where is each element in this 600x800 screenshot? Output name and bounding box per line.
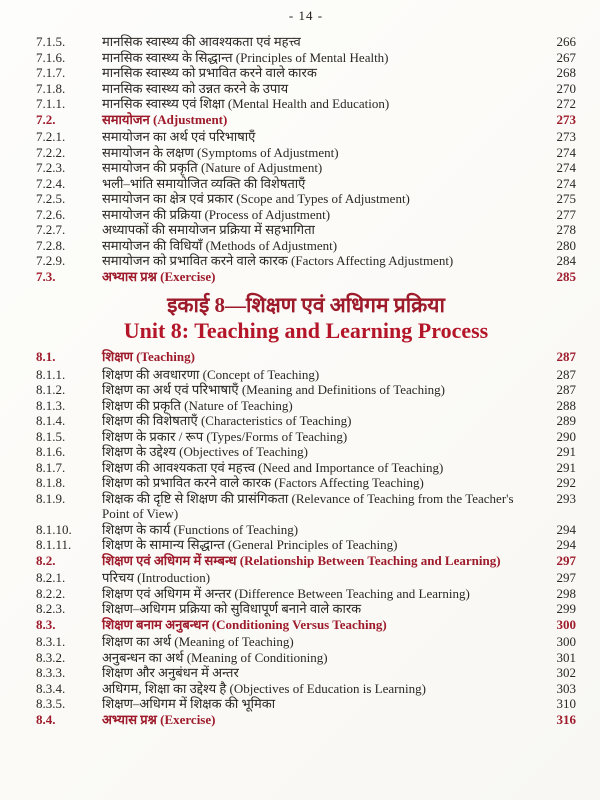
toc-entry-title: समायोजन की विधियाँ (Methods of Adjustment) — [102, 237, 338, 253]
toc-entry-page: 297 — [556, 552, 576, 568]
toc-entry — [36, 553, 576, 569]
toc-entry-number: 7.1.8. — [36, 80, 66, 96]
toc-entry — [36, 253, 576, 269]
toc-entry-page: 294 — [556, 521, 576, 537]
toc-entry-number: 7.2. — [36, 111, 56, 127]
toc-entry — [36, 696, 576, 712]
toc-entry-number: 8.2.3. — [36, 601, 66, 616]
toc-entry-page: 287 — [556, 382, 576, 397]
toc-entry — [36, 617, 576, 633]
toc-entry-page: 293 — [556, 490, 576, 506]
toc-entry-title: शिक्षण की अवधारणा (Concept of Teaching) — [102, 366, 320, 382]
toc-entry-page: 284 — [556, 253, 576, 268]
toc-entry-page: 280 — [556, 237, 576, 253]
toc-entry-title: शिक्षण की प्रकृति (Nature of Teaching) — [102, 397, 293, 413]
toc-entry — [36, 475, 576, 491]
toc-entry — [36, 398, 576, 414]
toc-entry-page: 273 — [556, 129, 576, 144]
toc-entry — [36, 65, 576, 81]
toc-entry-title: भली–भांति समायोजित व्यक्ति की विशेषताएँ — [102, 175, 306, 191]
toc-entry-page: 274 — [556, 160, 576, 175]
toc-entry-title: समायोजन की प्रक्रिया (Process of Adjustment) — [102, 206, 331, 222]
toc-entry-title: शिक्षण का अर्थ (Meaning of Teaching) — [102, 634, 294, 649]
toc-entry-title: शिक्षण (Teaching) — [102, 349, 195, 364]
toc-entry-title: समायोजन (Adjustment) — [102, 111, 228, 127]
toc-entry — [36, 650, 576, 666]
toc-entry-number: 8.3.2. — [36, 649, 66, 665]
toc-entry-page: 291 — [556, 459, 576, 475]
toc-entry-number: 8.2.1. — [36, 570, 66, 585]
toc-entry-page: 302 — [556, 665, 576, 680]
toc-entry-number: 7.2.6. — [36, 206, 66, 222]
toc-entry-title: शिक्षण के सामान्य सिद्धान्त (General Principles of Teaching) — [102, 537, 398, 552]
toc-entry — [36, 129, 576, 145]
toc-entry-number: 8.2. — [36, 552, 56, 568]
toc-entry-page: 267 — [556, 49, 576, 65]
toc-entry-number: 7.1.5. — [36, 34, 66, 49]
toc-entry-title: शिक्षण की विशेषताएँ (Characteristics of Teaching) — [102, 413, 352, 428]
toc-entry-page: 316 — [556, 711, 576, 727]
toc-entry-page: 298 — [556, 585, 576, 601]
toc-entry — [36, 176, 576, 192]
toc-entry-page: 294 — [556, 537, 576, 552]
toc-entry-title: शिक्षण के प्रकार / रूप (Types/Forms of Teaching) — [102, 428, 348, 444]
toc-section-8 — [36, 349, 576, 727]
toc-entry — [36, 491, 576, 522]
toc-entry-number: 8.1. — [36, 349, 56, 364]
toc-entry-page: 310 — [556, 696, 576, 711]
toc-entry-page: 287 — [556, 349, 576, 364]
toc-entry-number: 8.3.5. — [36, 696, 66, 711]
unit-heading — [36, 293, 576, 344]
unit-heading-hindi: इकाई 8—शिक्षण एवं अधिगम प्रक्रिया — [167, 293, 445, 317]
toc-entry-title: अध्यापकों की समायोजन प्रक्रिया में सहभागिता — [102, 222, 315, 237]
toc-entry — [36, 413, 576, 429]
toc-entry-page: 300 — [556, 616, 576, 632]
toc-entry-page: 303 — [556, 680, 576, 696]
toc-entry — [36, 207, 576, 223]
toc-entry-number: 7.2.5. — [36, 191, 66, 206]
toc-entry-number: 8.1.5. — [36, 428, 66, 444]
toc-entry-number: 8.3.4. — [36, 680, 66, 696]
toc-entry-page: 287 — [556, 366, 576, 382]
toc-entry-number: 8.1.2. — [36, 382, 66, 397]
toc-entry-number: 7.2.9. — [36, 253, 66, 268]
toc-entry-title: शिक्षण का अर्थ एवं परिभाषाएँ (Meaning and Definitions of Teaching) — [102, 382, 446, 397]
toc-entry — [36, 570, 576, 586]
toc-entry — [36, 665, 576, 681]
toc-entry — [36, 238, 576, 254]
toc-entry-number: 8.2.2. — [36, 585, 66, 601]
toc-entry — [36, 382, 576, 398]
toc-entry-title: समायोजन के लक्षण (Symptoms of Adjustment) — [102, 144, 339, 160]
toc-entry — [36, 191, 576, 207]
toc-entry — [36, 681, 576, 697]
toc-entry-page: 290 — [556, 428, 576, 444]
toc-entry — [36, 96, 576, 112]
toc-entry — [36, 222, 576, 238]
toc-entry-title: शिक्षण के कार्य (Functions of Teaching) — [102, 521, 299, 537]
toc-entry-title: समायोजन को प्रभावित करने वाले कारक (Factors Affecting Adjustment) — [102, 253, 454, 268]
toc-entry-title: अनुबन्धन का अर्थ (Meaning of Conditioning) — [102, 649, 328, 665]
toc-entry-title: समायोजन का अर्थ एवं परिभाषाएँ — [102, 129, 256, 144]
toc-entry-title: मानसिक स्वास्थ्य को उन्नत करने के उपाय — [102, 80, 289, 96]
toc-entry-number: 8.1.11. — [36, 537, 72, 552]
toc-entry-page: 278 — [556, 222, 576, 237]
unit-heading-english: Unit 8: Teaching and Learning Process — [123, 318, 489, 343]
toc-entry-title: परिचय (Introduction) — [102, 570, 211, 585]
toc-entry — [36, 81, 576, 97]
toc-entry — [36, 444, 576, 460]
toc-entry-title: अधिगम, शिक्षा का उद्देश्य है (Objectives of Education is Learning) — [102, 680, 426, 696]
toc-entry-number: 8.3.3. — [36, 665, 66, 680]
toc-entry-page: 301 — [556, 649, 576, 665]
toc-entry-page: 300 — [556, 634, 576, 649]
toc-entry — [36, 367, 576, 383]
toc-entry — [36, 586, 576, 602]
toc-entry — [36, 50, 576, 66]
page-number-header: - 14 - — [288, 8, 324, 23]
toc-entry-page: 292 — [556, 475, 576, 490]
toc-entry-title: शिक्षण–अधिगम में शिक्षक की भूमिका — [102, 696, 276, 711]
toc-entry-title: मानसिक स्वास्थ्य की आवश्यकता एवं महत्त्व — [102, 34, 301, 49]
toc-entry-title: शिक्षण–अधिगम प्रक्रिया को सुविधापूर्ण बनाने वाले कारक — [102, 601, 362, 616]
toc-entry — [36, 712, 576, 728]
toc-entry-title: शिक्षण बनाम अनुबन्धन (Conditioning Versus Teaching) — [102, 616, 387, 632]
toc-entry-title: अभ्यास प्रश्न (Exercise) — [102, 711, 216, 727]
toc-entry-number: 8.1.7. — [36, 459, 66, 475]
toc-entry-number: 8.1.1. — [36, 366, 66, 382]
toc-entry-number: 7.1.6. — [36, 49, 66, 65]
toc-entry — [36, 349, 576, 365]
toc-entry — [36, 269, 576, 285]
toc-entry-title: समायोजन की प्रकृति (Nature of Adjustment) — [102, 160, 323, 175]
toc-entry — [36, 634, 576, 650]
toc-entry-number: 8.1.6. — [36, 444, 66, 459]
toc-entry-number: 8.3.1. — [36, 634, 66, 649]
toc-entry-number: 7.2.1. — [36, 129, 66, 144]
toc-entry-page: 288 — [556, 397, 576, 413]
toc-section-7 — [36, 34, 576, 284]
toc-entry-page: 274 — [556, 175, 576, 191]
toc-entry-number: 8.1.9. — [36, 490, 66, 506]
toc-entry-title: समायोजन का क्षेत्र एवं प्रकार (Scope and Types of Adjustment) — [102, 191, 410, 206]
toc-entry-title: शिक्षक की दृष्टि से शिक्षण की प्रासंगिकता (Relevance of Teaching from the Teacher's Point of View) — [102, 490, 514, 521]
toc-entry-page: 289 — [556, 413, 576, 428]
toc-entry-title: शिक्षण एवं अधिगम में अन्तर (Difference Between Teaching and Learning) — [102, 585, 470, 601]
toc-entry-page: 277 — [556, 206, 576, 222]
toc-entry-page: 274 — [556, 144, 576, 160]
toc-entry-number: 7.3. — [36, 268, 56, 284]
toc-entry-page: 273 — [556, 111, 576, 127]
toc-entry-title: मानसिक स्वास्थ्य के सिद्धान्त (Principles of Mental Health) — [102, 49, 389, 65]
toc-entry-number: 8.1.8. — [36, 475, 66, 490]
toc-entry — [36, 112, 576, 128]
toc-entry — [36, 145, 576, 161]
toc-entry-title: शिक्षण को प्रभावित करने वाले कारक (Factors Affecting Teaching) — [102, 475, 424, 490]
toc-entry-title: अभ्यास प्रश्न (Exercise) — [102, 268, 216, 284]
toc-entry-title: मानसिक स्वास्थ्य को प्रभावित करने वाले कारक — [102, 65, 317, 80]
toc-entry-title: मानसिक स्वास्थ्य एवं शिक्षा (Mental Health and Education) — [102, 96, 390, 111]
toc-entry-title: शिक्षण की आवश्यकता एवं महत्त्व (Need and Importance of Teaching) — [102, 459, 444, 475]
toc-entry-page: 272 — [556, 96, 576, 111]
toc-entry — [36, 429, 576, 445]
toc-entry-page: 297 — [556, 570, 576, 585]
toc-entry-number: 7.2.8. — [36, 237, 66, 253]
toc-entry-page: 275 — [556, 191, 576, 206]
toc-entry-number: 7.2.7. — [36, 222, 66, 237]
toc-entry-number: 8.1.3. — [36, 397, 66, 413]
toc-entry-title: शिक्षण एवं अधिगम में सम्बन्ध (Relationship Between Teaching and Learning) — [102, 552, 501, 568]
toc-entry-page: 291 — [556, 444, 576, 459]
toc-entry-number: 7.2.2. — [36, 144, 66, 160]
toc-entry-title: शिक्षण के उद्देश्य (Objectives of Teaching) — [102, 444, 308, 459]
toc-entry — [36, 460, 576, 476]
toc-entry-page: 299 — [556, 601, 576, 616]
toc-entry-page: 285 — [556, 268, 576, 284]
toc-entry-number: 7.1.7. — [36, 65, 66, 80]
toc-entry-number: 8.1.10. — [36, 521, 72, 537]
toc-entry — [36, 34, 576, 50]
toc-entry-number: 7.2.3. — [36, 160, 66, 175]
toc-entry-page: 268 — [556, 65, 576, 80]
toc-entry-number: 8.4. — [36, 711, 56, 727]
toc-entry-number: 7.1.1. — [36, 96, 66, 111]
toc-entry-number: 8.3. — [36, 616, 56, 632]
toc-entry-page: 270 — [556, 80, 576, 96]
toc-entry — [36, 522, 576, 538]
toc-entry — [36, 601, 576, 617]
toc-entry-number: 7.2.4. — [36, 175, 66, 191]
toc-entry — [36, 537, 576, 553]
toc-entry-title: शिक्षण और अनुबंधन में अन्तर — [102, 665, 239, 680]
toc-entry-number: 8.1.4. — [36, 413, 66, 428]
toc-entry-page: 266 — [556, 34, 576, 49]
toc-entry — [36, 160, 576, 176]
